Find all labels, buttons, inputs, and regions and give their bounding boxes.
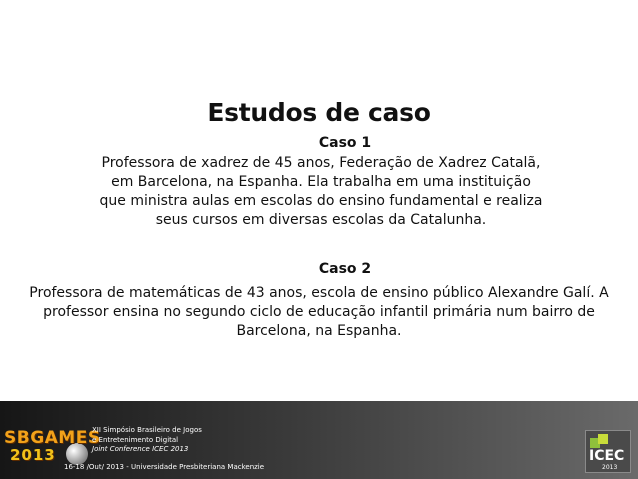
case-1-text: Professora de xadrez de 45 anos, Federação de Xadrez Catalã, em Barcelona, na Espanha. Ela trabalha em uma instituição que ministra aulas em escolas do ensino fundamental e realiza seus cursos em diversas escolas da Catalunha.	[99, 155, 543, 228]
icec-logo-year: 2013	[602, 464, 618, 471]
icec-logo-name: ICEC	[589, 448, 625, 464]
icec-logo	[585, 430, 631, 473]
slide-title: Estudos de caso	[207, 98, 431, 127]
sbgames-logo-name: SBGAMES	[4, 428, 101, 448]
sbgames-logo-year: 2013	[10, 446, 56, 464]
event-name-line-1: XII Simpósio Brasileiro de Jogos	[92, 426, 202, 434]
event-info	[92, 426, 202, 455]
event-date: 16-18 /Out/ 2013 - Universidade Presbiteriana Mackenzie	[64, 463, 265, 471]
case-2-text: Professora de matemáticas de 43 anos, escola de ensino público Alexandre Galí. A professor ensina no segundo ciclo de educação infantil primária num bairro de Barcelona, na Espanha.	[29, 285, 609, 339]
case-2-heading: Caso 2	[318, 261, 372, 277]
event-joint-conference: Joint Conference ICEC 2013	[92, 445, 189, 453]
sbgames-logo	[4, 428, 101, 467]
case-1-heading: Caso 1	[318, 135, 372, 151]
event-name-line-2: e Entretenimento Digital	[92, 435, 179, 444]
footer-banner	[0, 401, 638, 479]
